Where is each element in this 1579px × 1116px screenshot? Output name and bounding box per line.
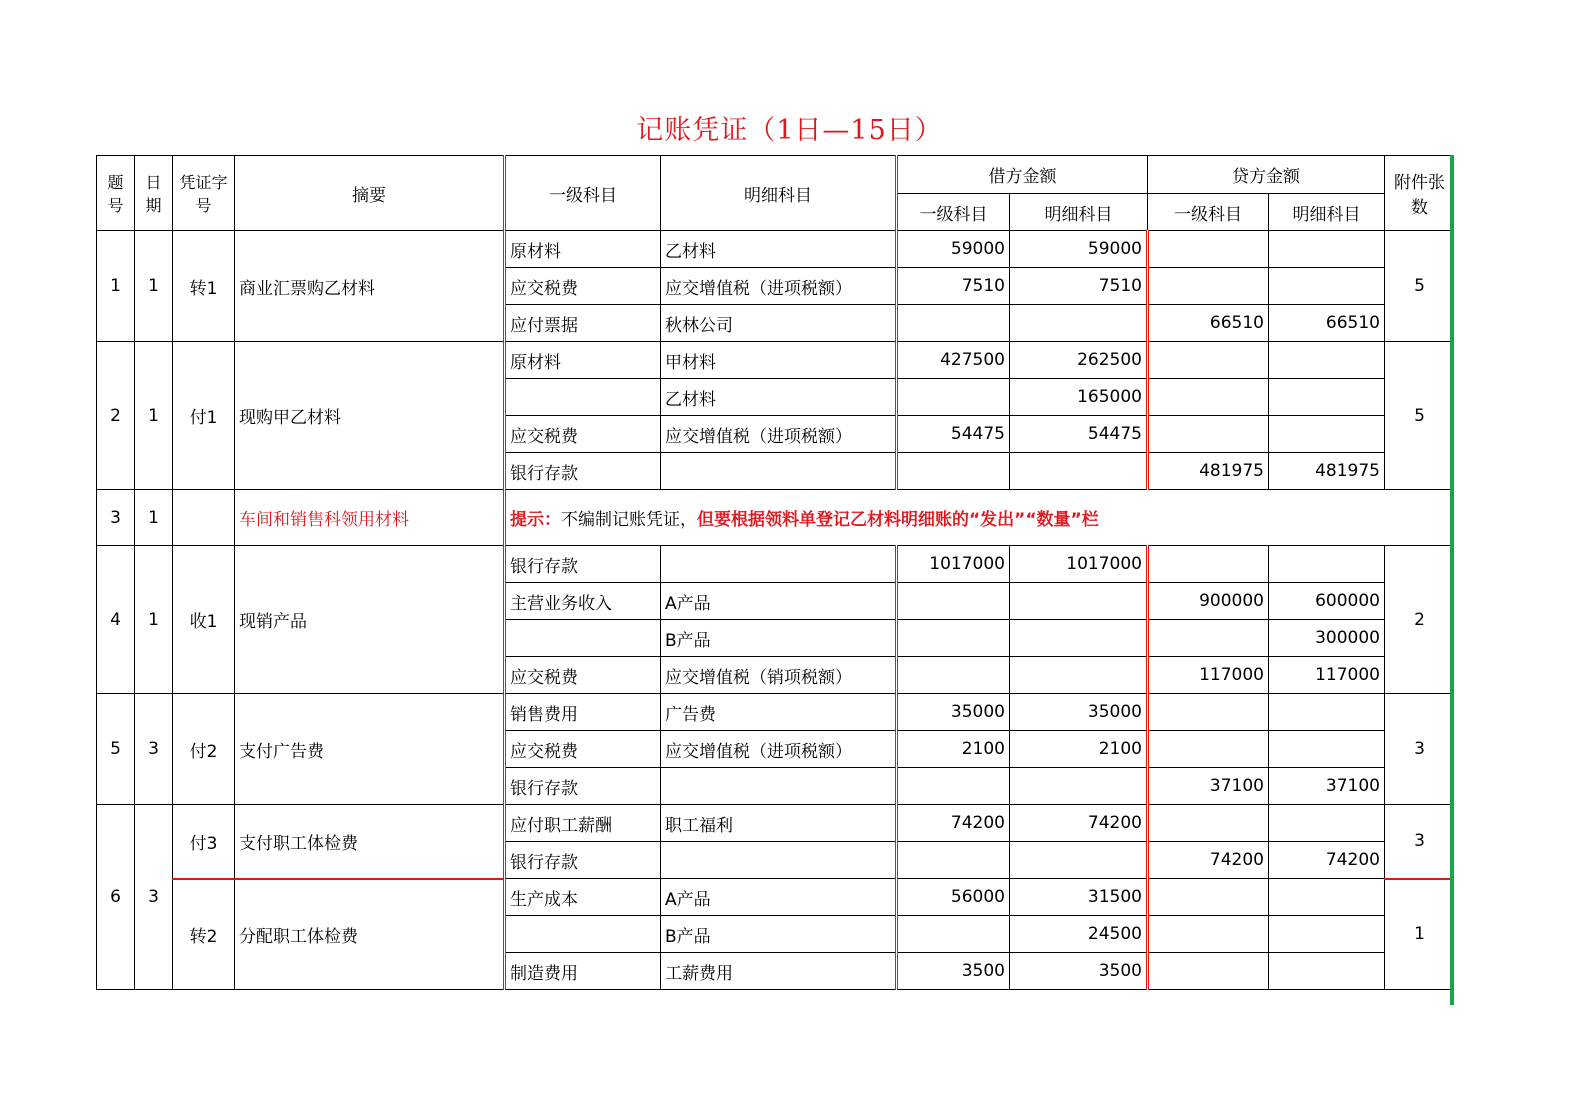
- debit-amount-cell: 7510: [897, 268, 1010, 305]
- entry-voucher-cell: 付2: [173, 694, 235, 805]
- table-frame-right: [1450, 155, 1454, 1005]
- credit-amount-cell: [1148, 231, 1269, 268]
- credit-amount-cell: [1148, 342, 1269, 379]
- entry-date-cell: 1: [135, 342, 173, 490]
- account-cell: [505, 379, 661, 416]
- debit-detail-amount-cell: 74200: [1010, 805, 1148, 842]
- header-debit: 借方金额: [897, 156, 1148, 194]
- table-row: [97, 490, 1455, 546]
- detail-cell: [661, 453, 897, 490]
- account-cell: 应交税费: [505, 416, 661, 453]
- account-cell: 应交税费: [505, 731, 661, 768]
- credit-detail-amount-cell: 74200: [1269, 842, 1385, 879]
- header-attach: 附件张数: [1385, 156, 1455, 231]
- account-cell: 银行存款: [505, 842, 661, 879]
- account-cell: 银行存款: [505, 453, 661, 490]
- entry-date-cell: 3: [135, 805, 173, 990]
- credit-detail-amount-cell: 481975: [1269, 453, 1385, 490]
- detail-cell: 乙材料: [661, 231, 897, 268]
- account-cell: 原材料: [505, 231, 661, 268]
- header-credit-detail: 明细科目: [1269, 194, 1385, 231]
- detail-cell: 应交增值税（进项税额）: [661, 731, 897, 768]
- account-cell: 银行存款: [505, 546, 661, 583]
- account-cell: 银行存款: [505, 768, 661, 805]
- voucher-table: [96, 155, 1454, 990]
- credit-amount-cell: 74200: [1148, 842, 1269, 879]
- detail-cell: 甲材料: [661, 342, 897, 379]
- entry-attach-cell: 5: [1385, 231, 1455, 342]
- account-cell: 主营业务收入: [505, 583, 661, 620]
- account-cell: 制造费用: [505, 953, 661, 990]
- entry-attach-cell: 1: [1385, 879, 1455, 990]
- debit-detail-amount-cell: [1010, 657, 1148, 694]
- debit-detail-amount-cell: 3500: [1010, 953, 1148, 990]
- account-cell: 销售费用: [505, 694, 661, 731]
- credit-detail-amount-cell: [1269, 268, 1385, 305]
- account-cell: [505, 620, 661, 657]
- detail-cell: 广告费: [661, 694, 897, 731]
- debit-amount-cell: [897, 916, 1010, 953]
- entry-number-cell: 1: [97, 231, 135, 342]
- credit-amount-cell: 37100: [1148, 768, 1269, 805]
- entry-voucher-cell: 付3: [173, 805, 235, 879]
- credit-amount-cell: [1148, 379, 1269, 416]
- entry-number-cell: 2: [97, 342, 135, 490]
- entry-note-cell: [505, 490, 1455, 546]
- credit-detail-amount-cell: 117000: [1269, 657, 1385, 694]
- entry-attach-cell: 3: [1385, 805, 1455, 879]
- account-cell: 原材料: [505, 342, 661, 379]
- table-row: [97, 879, 1455, 916]
- debit-detail-amount-cell: 35000: [1010, 694, 1148, 731]
- credit-detail-amount-cell: [1269, 879, 1385, 916]
- debit-detail-amount-cell: 31500: [1010, 879, 1148, 916]
- table-row: [97, 805, 1455, 842]
- entry-summary-cell: 支付广告费: [235, 694, 505, 805]
- debit-amount-cell: [897, 620, 1010, 657]
- credit-amount-cell: [1148, 805, 1269, 842]
- debit-amount-cell: [897, 842, 1010, 879]
- debit-detail-amount-cell: [1010, 620, 1148, 657]
- note-instruction: 但要根据领料单登记乙材料明细账的“发出”“数量”栏: [697, 510, 1099, 530]
- debit-detail-amount-cell: 165000: [1010, 379, 1148, 416]
- debit-detail-amount-cell: 262500: [1010, 342, 1148, 379]
- credit-detail-amount-cell: 37100: [1269, 768, 1385, 805]
- credit-amount-cell: 481975: [1148, 453, 1269, 490]
- debit-amount-cell: [897, 583, 1010, 620]
- detail-cell: 应交增值税（进项税额）: [661, 416, 897, 453]
- detail-cell: [661, 546, 897, 583]
- entry-voucher-cell: 转2: [173, 879, 235, 990]
- entry-attach-cell: 3: [1385, 694, 1455, 805]
- credit-amount-cell: [1148, 620, 1269, 657]
- entry-summary-cell: 支付职工体检费: [235, 805, 505, 879]
- credit-amount-cell: 900000: [1148, 583, 1269, 620]
- credit-detail-amount-cell: 300000: [1269, 620, 1385, 657]
- debit-amount-cell: 59000: [897, 231, 1010, 268]
- account-cell: 应付票据: [505, 305, 661, 342]
- entry-number-cell: 3: [97, 490, 135, 546]
- table-row: [97, 231, 1455, 268]
- entry-summary-cell: 现购甲乙材料: [235, 342, 505, 490]
- debit-amount-cell: [897, 379, 1010, 416]
- credit-amount-cell: [1148, 953, 1269, 990]
- debit-amount-cell: 35000: [897, 694, 1010, 731]
- entry-number-cell: 4: [97, 546, 135, 694]
- account-cell: [505, 916, 661, 953]
- entry-summary-cell: 商业汇票购乙材料: [235, 231, 505, 342]
- detail-cell: 秋林公司: [661, 305, 897, 342]
- debit-detail-amount-cell: 2100: [1010, 731, 1148, 768]
- debit-amount-cell: 2100: [897, 731, 1010, 768]
- credit-detail-amount-cell: 600000: [1269, 583, 1385, 620]
- credit-amount-cell: 66510: [1148, 305, 1269, 342]
- credit-detail-amount-cell: [1269, 342, 1385, 379]
- entry-voucher-cell: 收1: [173, 546, 235, 694]
- debit-amount-cell: [897, 768, 1010, 805]
- debit-amount-cell: 3500: [897, 953, 1010, 990]
- detail-cell: 职工福利: [661, 805, 897, 842]
- page-title: 记账凭证（1日—15日）: [636, 115, 943, 146]
- detail-cell: B产品: [661, 916, 897, 953]
- detail-cell: [661, 842, 897, 879]
- entry-voucher-cell: [173, 490, 235, 546]
- account-cell: 应交税费: [505, 657, 661, 694]
- account-cell: 生产成本: [505, 879, 661, 916]
- detail-cell: A产品: [661, 879, 897, 916]
- debit-amount-cell: 74200: [897, 805, 1010, 842]
- credit-detail-amount-cell: [1269, 379, 1385, 416]
- entry-date-cell: 1: [135, 490, 173, 546]
- detail-cell: 工薪费用: [661, 953, 897, 990]
- header-summary: 摘要: [235, 156, 505, 231]
- debit-detail-amount-cell: [1010, 583, 1148, 620]
- debit-detail-amount-cell: [1010, 305, 1148, 342]
- debit-amount-cell: [897, 453, 1010, 490]
- credit-detail-amount-cell: [1269, 916, 1385, 953]
- debit-detail-amount-cell: [1010, 768, 1148, 805]
- note-text: 不编制记账凭证，: [561, 510, 697, 530]
- detail-cell: 应交增值税（进项税额）: [661, 268, 897, 305]
- debit-amount-cell: 1017000: [897, 546, 1010, 583]
- credit-amount-cell: [1148, 731, 1269, 768]
- header-account: 一级科目: [505, 156, 661, 231]
- entry-attach-cell: 5: [1385, 342, 1455, 490]
- entry-voucher-cell: 付1: [173, 342, 235, 490]
- detail-cell: 应交增值税（销项税额）: [661, 657, 897, 694]
- credit-amount-cell: [1148, 879, 1269, 916]
- debit-amount-cell: [897, 657, 1010, 694]
- credit-detail-amount-cell: [1269, 416, 1385, 453]
- credit-detail-amount-cell: [1269, 694, 1385, 731]
- entry-voucher-cell: 转1: [173, 231, 235, 342]
- debit-amount-cell: [897, 305, 1010, 342]
- header-debit-l1: 一级科目: [897, 194, 1010, 231]
- entry-summary-cell: 分配职工体检费: [235, 879, 505, 990]
- header-detail: 明细科目: [661, 156, 897, 231]
- debit-detail-amount-cell: 1017000: [1010, 546, 1148, 583]
- credit-detail-amount-cell: 66510: [1269, 305, 1385, 342]
- table-row: [97, 694, 1455, 731]
- voucher-table-body: [97, 231, 1455, 990]
- entry-date-cell: 1: [135, 231, 173, 342]
- debit-amount-cell: 427500: [897, 342, 1010, 379]
- debit-detail-amount-cell: 24500: [1010, 916, 1148, 953]
- entry-attach-cell: 2: [1385, 546, 1455, 694]
- header-credit: 贷方金额: [1148, 156, 1385, 194]
- credit-amount-cell: [1148, 268, 1269, 305]
- detail-cell: A产品: [661, 583, 897, 620]
- account-cell: 应交税费: [505, 268, 661, 305]
- credit-amount-cell: [1148, 694, 1269, 731]
- debit-detail-amount-cell: 7510: [1010, 268, 1148, 305]
- debit-detail-amount-cell: 54475: [1010, 416, 1148, 453]
- credit-amount-cell: 117000: [1148, 657, 1269, 694]
- table-row: [97, 342, 1455, 379]
- detail-cell: 乙材料: [661, 379, 897, 416]
- entry-date-cell: 3: [135, 694, 173, 805]
- table-row: [97, 546, 1455, 583]
- credit-detail-amount-cell: [1269, 731, 1385, 768]
- account-cell: 应付职工薪酬: [505, 805, 661, 842]
- header-voucher: 凭证字号: [173, 156, 235, 231]
- debit-amount-cell: 54475: [897, 416, 1010, 453]
- voucher-table-container: [96, 155, 1454, 1005]
- detail-cell: B产品: [661, 620, 897, 657]
- credit-amount-cell: [1148, 546, 1269, 583]
- debit-amount-cell: 56000: [897, 879, 1010, 916]
- entry-number-cell: 6: [97, 805, 135, 990]
- entry-date-cell: 1: [135, 546, 173, 694]
- header-no: 题号: [97, 156, 135, 231]
- detail-cell: [661, 768, 897, 805]
- credit-detail-amount-cell: [1269, 546, 1385, 583]
- header-date: 日期: [135, 156, 173, 231]
- entry-summary-cell: 现销产品: [235, 546, 505, 694]
- credit-amount-cell: [1148, 916, 1269, 953]
- credit-detail-amount-cell: [1269, 953, 1385, 990]
- entry-number-cell: 5: [97, 694, 135, 805]
- credit-detail-amount-cell: [1269, 231, 1385, 268]
- entry-summary-cell: 车间和销售科领用材料: [235, 490, 505, 546]
- debit-detail-amount-cell: [1010, 842, 1148, 879]
- note-label: 提示：: [510, 510, 561, 530]
- header-credit-l1: 一级科目: [1148, 194, 1269, 231]
- header-debit-detail: 明细科目: [1010, 194, 1148, 231]
- debit-detail-amount-cell: [1010, 453, 1148, 490]
- credit-amount-cell: [1148, 416, 1269, 453]
- debit-detail-amount-cell: 59000: [1010, 231, 1148, 268]
- credit-detail-amount-cell: [1269, 805, 1385, 842]
